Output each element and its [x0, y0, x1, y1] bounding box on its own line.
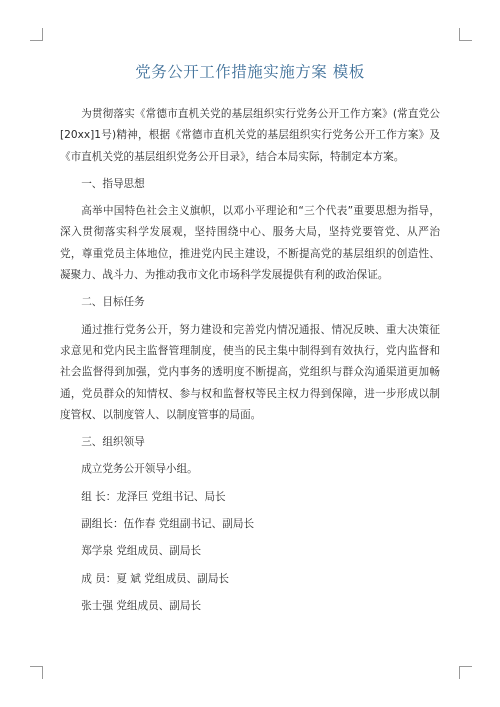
- deputy-leader-line-2: 郑学泉 党组成员、副局长: [81, 545, 202, 558]
- document-title: 党务公开工作措施实施方案 模板: [135, 63, 365, 81]
- document-body: [60, 104, 440, 623]
- goals-tasks-paragraph: 通过推行党务公开，努力建设和完善党内情况通报、情况反映、重大决策征求意见和党内民主监督管理制度，使当的民主集中制得到有效执行，党内监督和社会监督得到加强，党内事务的透明度不断提高，党组织与群众沟通渠道更加畅通，党员群众的知情权、参与权和监督权等民主权力得到保障，进一步形成以制度管权、以制度管人、以制度管事的局面。: [60, 323, 440, 421]
- crop-mark-bottom-left: [30, 666, 43, 679]
- deputy-leader-line: 副组长：伍作春 党组副书记、副局长: [81, 518, 255, 531]
- crop-mark-bottom-right: [459, 666, 472, 679]
- section-heading-organization-leadership: 三、组织领导: [81, 436, 145, 449]
- leader-line: 组 长：龙泽巨 党组书记、局长: [81, 490, 226, 503]
- crop-mark-top-right: [459, 28, 472, 41]
- guiding-ideology-paragraph: 高举中国特色社会主义旗帜，以邓小平理论和“三个代表”重要思想为指导，深入贯彻落实科学发展观，坚持围绕中心、服务大局，坚持党要管党、从严治党，尊重党员主体地位，推进党内民主建设，不断提高党的基层组织的创造性、凝聚力、战斗力、为推动我市文化市场科学发展提供有利的政治保证。: [60, 205, 440, 282]
- section-heading-goals-tasks: 二、目标任务: [81, 296, 145, 309]
- intro-paragraph: 为贯彻落实《常德市直机关党的基层组织实行党务公开工作方案》(常直党公[20xx]1号)精神，根据《常德市直机关党的基层组织实行党务公开工作方案》及《市直机关党的基层组织党务公开目录》，结合本局实际，特制定本方案。: [60, 108, 440, 163]
- section-heading-guiding-ideology: 一、指导思想: [81, 177, 145, 190]
- member-line: 成 员：夏 斌 党组成员、副局长: [81, 572, 230, 585]
- member-line-2: 张士强 党组成员、副局长: [81, 599, 202, 612]
- crop-mark-top-left: [30, 28, 43, 41]
- leadership-group-line: 成立党务公开领导小组。: [81, 463, 198, 476]
